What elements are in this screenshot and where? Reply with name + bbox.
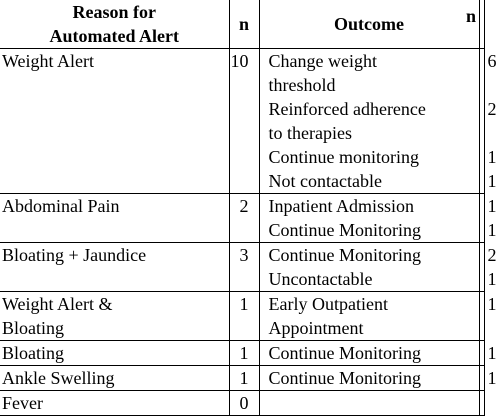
outcome-text: Uncontactable — [268, 269, 373, 289]
outcome-text — [269, 391, 479, 415]
reason-cell — [0, 366, 229, 391]
outcome-count-cell: 1 1 — [479, 194, 484, 243]
header-reason — [0, 0, 229, 49]
outcome-text: Continue Monitoring — [268, 343, 421, 363]
outcome-cell — [259, 391, 479, 416]
reason-count-cell: 1 — [229, 341, 259, 366]
outcome-text: Continue Monitoring — [268, 220, 421, 240]
reason-text: Weight Alert & — [2, 294, 113, 314]
reason-cell — [0, 292, 229, 341]
outcome-cell — [259, 366, 479, 391]
outcome-cell — [259, 194, 479, 243]
header-outcome-n-label: n — [466, 6, 477, 26]
table-row — [0, 49, 484, 194]
outcome-cell — [259, 292, 479, 341]
outcome-count-cell — [479, 391, 484, 416]
outcome-count-cell: 1 — [479, 292, 484, 341]
outcome-text: Not contactable — [268, 171, 382, 191]
outcome-text: Continue Monitoring — [268, 245, 421, 265]
reason-text: Bloating + Jaundice — [2, 245, 147, 265]
outcome-text: Reinforced adherence — [268, 99, 426, 119]
header-outcome: Outcome — [259, 0, 479, 49]
table-body — [0, 49, 497, 416]
outcome-text: Continue monitoring — [268, 147, 419, 167]
outcome-count-cell: 6 2 1 1 — [479, 49, 484, 194]
outcome-count-cell: 2 1 — [479, 243, 484, 292]
table-header-row — [0, 0, 484, 49]
reason-text: Bloating — [2, 343, 64, 363]
reason-text: Ankle Swelling — [2, 368, 115, 388]
reason-text: Weight Alert — [2, 51, 95, 71]
outcome-cell — [259, 341, 479, 366]
reason-count-cell: 3 — [229, 243, 259, 292]
header-outcome-n — [479, 0, 484, 49]
reason-cell — [0, 49, 229, 194]
outcome-text: Change weight — [268, 51, 377, 71]
reason-count-cell: 10 — [229, 49, 259, 194]
outcome-cell — [259, 49, 479, 194]
reason-count-cell: 0 — [229, 391, 259, 416]
table-row — [0, 391, 484, 416]
header-reason-line: Automated Alert — [49, 26, 179, 46]
header-reason-line: Reason for — [72, 2, 156, 22]
reason-text: Abdominal Pain — [2, 196, 120, 216]
outcome-text: threshold — [268, 75, 336, 95]
reason-count-cell: 1 — [229, 366, 259, 391]
outcome-text: to therapies — [268, 123, 352, 143]
outcome-cell — [259, 243, 479, 292]
outcome-text: Inpatient Admission — [268, 196, 414, 216]
reason-cell — [0, 391, 229, 416]
header-n-count: n — [229, 0, 259, 49]
outcome-text: Continue Monitoring — [268, 368, 421, 388]
table-row — [0, 194, 484, 243]
reason-cell — [0, 194, 229, 243]
reason-count-cell: 2 — [229, 194, 259, 243]
reason-cell — [0, 243, 229, 292]
reason-count-cell: 1 — [229, 292, 259, 341]
reason-cell — [0, 341, 229, 366]
table-row — [0, 366, 484, 391]
reason-text: Bloating — [2, 318, 64, 338]
table-row — [0, 341, 484, 366]
table-row — [0, 292, 484, 341]
reason-text: Fever — [2, 393, 43, 413]
outcome-count-cell: 1 — [479, 341, 484, 366]
outcome-text: Early Outpatient — [268, 294, 388, 314]
outcome-text: Appointment — [268, 318, 364, 338]
outcome-count-cell: 1 — [479, 366, 484, 391]
table-row — [0, 243, 484, 292]
